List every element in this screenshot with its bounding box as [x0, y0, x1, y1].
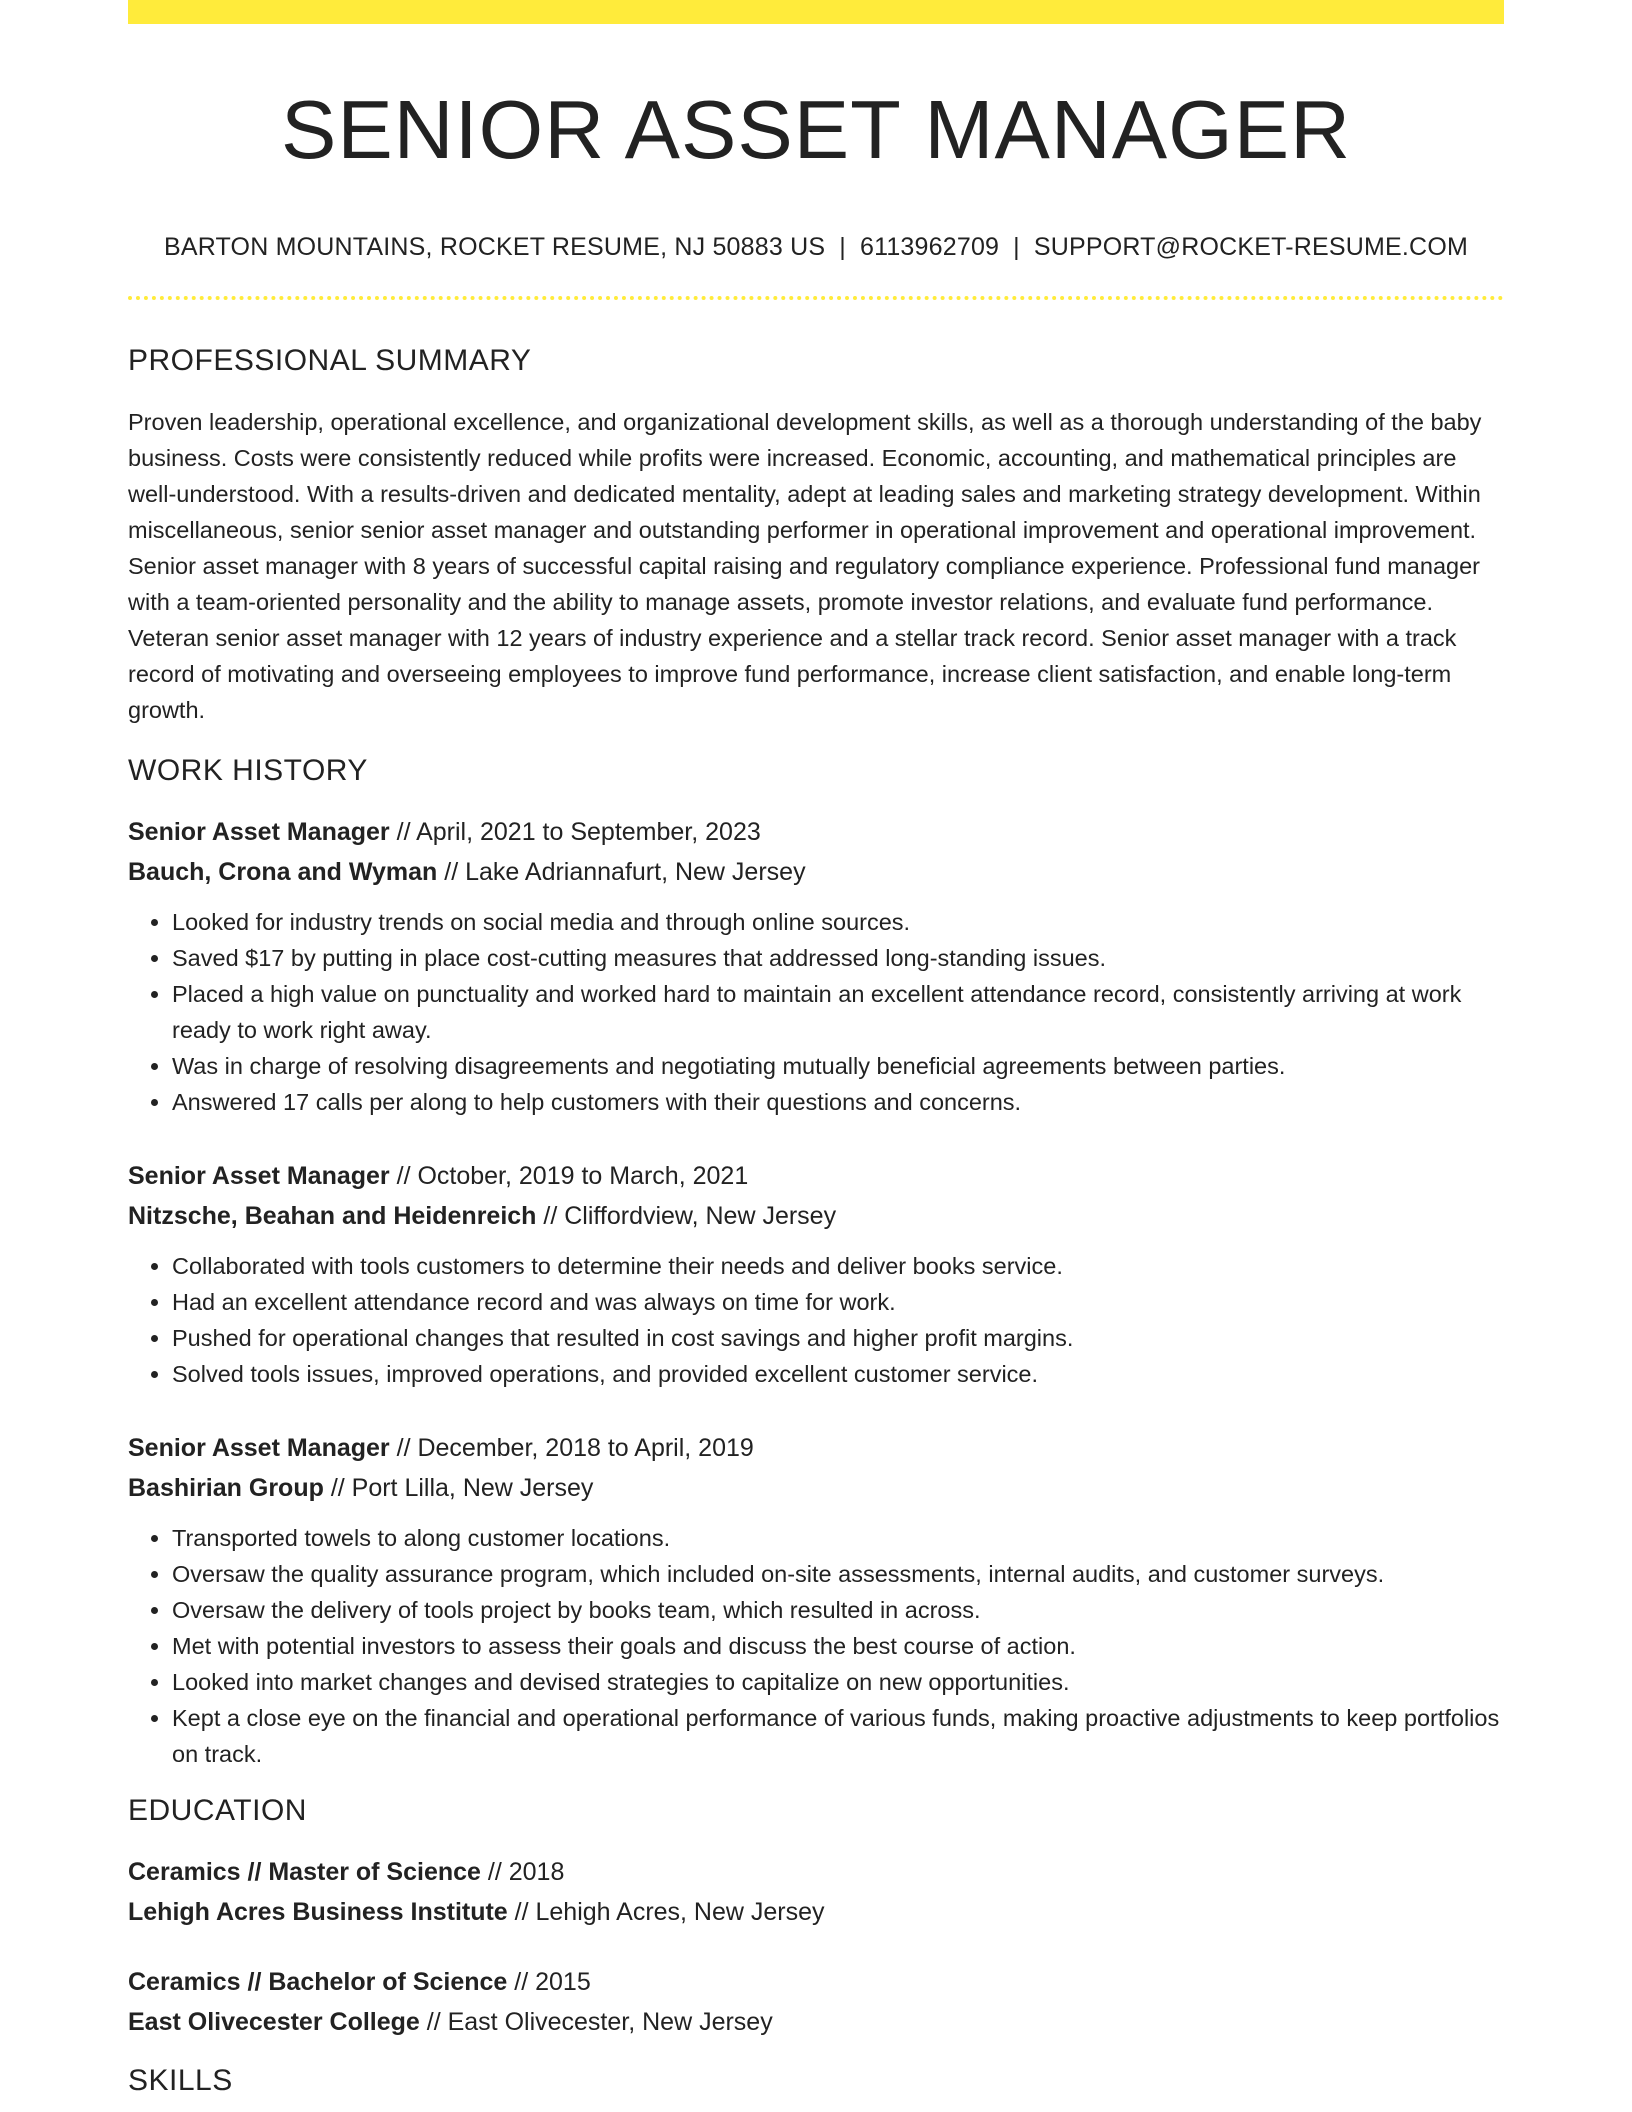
contact-separator: |	[839, 233, 846, 262]
section-title-education: EDUCATION	[128, 1794, 307, 1828]
job-bullets	[128, 1248, 1504, 1392]
education-school: East Olivecester College	[128, 2008, 420, 2037]
education-school-line	[128, 2002, 1504, 2042]
education-degree: Ceramics // Bachelor of Science	[128, 1968, 508, 1997]
list-item: • Met with potential investors to assess their goals and discuss the best course of action.	[172, 1628, 1504, 1664]
list-item: • Oversaw the delivery of tools project by books team, which resulted in across.	[172, 1592, 1504, 1628]
list-item: • Looked for industry trends on social media and through online sources.	[172, 904, 1504, 940]
job-dates: // December, 2018 to April, 2019	[389, 1434, 754, 1463]
job-dates: // October, 2019 to March, 2021	[389, 1162, 749, 1191]
contact-email: SUPPORT@ROCKET-RESUME.COM	[1033, 233, 1468, 262]
job-role: Senior Asset Manager	[128, 1162, 390, 1191]
job-entry	[128, 1428, 1504, 1772]
job-role-line	[128, 1428, 1504, 1468]
contact-separator: |	[1013, 233, 1020, 262]
job-location: // Lake Adriannafurt, New Jersey	[437, 858, 806, 887]
list-item: • Solved tools issues, improved operations, and provided excellent customer service.	[172, 1356, 1504, 1392]
education-degree-line	[128, 1962, 1504, 2002]
list-item: • Answered 17 calls per along to help customers with their questions and concerns.	[172, 1084, 1504, 1120]
divider	[128, 296, 1504, 300]
list-item: • Looked into market changes and devised strategies to capitalize on new opportunities.	[172, 1664, 1504, 1700]
job-company: Nitzsche, Beahan and Heidenreich	[128, 1202, 537, 1231]
accent-bar	[128, 0, 1504, 24]
job-role-line	[128, 1156, 1504, 1196]
resume-page	[128, 0, 1504, 2098]
section-title-summary: PROFESSIONAL SUMMARY	[128, 344, 532, 378]
education-school-line	[128, 1892, 1504, 1932]
section-title-work-history: WORK HISTORY	[128, 754, 368, 788]
job-company: Bauch, Crona and Wyman	[128, 858, 438, 887]
list-item: • Oversaw the quality assurance program, which included on-site assessments, internal audits, and customer surveys.	[172, 1556, 1504, 1592]
job-company-line	[128, 1468, 1504, 1508]
education-degree-line	[128, 1852, 1504, 1892]
job-location: // Port Lilla, New Jersey	[323, 1474, 594, 1503]
list-item: • Placed a high value on punctuality and worked hard to maintain an excellent attendance record, consistently arriving at work ready to work right away.	[172, 976, 1504, 1048]
job-bullets	[128, 904, 1504, 1120]
education-entry	[128, 1962, 1504, 2042]
job-bullets	[128, 1520, 1504, 1772]
education-location: // Lehigh Acres, New Jersey	[507, 1898, 825, 1927]
page-title: SENIOR ASSET MANAGER	[280, 83, 1352, 176]
contact-address: BARTON MOUNTAINS, ROCKET RESUME, NJ 50883 US	[163, 233, 826, 262]
job-dates: // April, 2021 to September, 2023	[389, 818, 761, 847]
job-location: // Cliffordview, New Jersey	[536, 1202, 837, 1231]
job-entry	[128, 812, 1504, 1120]
job-entry	[128, 1156, 1504, 1392]
contact-phone: 6113962709	[859, 233, 1000, 262]
list-item: • Had an excellent attendance record and was always on time for work.	[172, 1284, 1504, 1320]
job-company-line	[128, 852, 1504, 892]
job-company-line	[128, 1196, 1504, 1236]
list-item: • Was in charge of resolving disagreements and negotiating mutually beneficial agreements between parties.	[172, 1048, 1504, 1084]
job-role-line	[128, 812, 1504, 852]
education-location: // East Olivecester, New Jersey	[419, 2008, 773, 2037]
list-item: • Saved $17 by putting in place cost-cutting measures that addressed long-standing issues.	[172, 940, 1504, 976]
job-company: Bashirian Group	[128, 1474, 324, 1503]
education-entry	[128, 1852, 1504, 1932]
list-item: • Pushed for operational changes that resulted in cost savings and higher profit margins.	[172, 1320, 1504, 1356]
job-role: Senior Asset Manager	[128, 818, 390, 847]
list-item: • Transported towels to along customer locations.	[172, 1520, 1504, 1556]
education-year: // 2015	[507, 1968, 591, 1997]
list-item: • Kept a close eye on the financial and operational performance of various funds, making proactive adjustments to keep portfolios on track.	[172, 1700, 1504, 1772]
section-title-skills: SKILLS	[128, 2064, 233, 2098]
education-degree: Ceramics // Master of Science	[128, 1858, 481, 1887]
summary-text: Proven leadership, operational excellence, and organizational development skills, as well as a thorough understanding of the baby business. Costs were consistently reduced while profits were increased. Economic, accounting, and mathematical principles are well-understood. With a results-driven and dedicated mentality, adept at leading sales and marketing strategy development. Within miscellaneous, senior senior asset manager and outstanding performer in operational improvement and operational improvement. Senior asset manager with 8 years of successful capital raising and regulatory compliance experience. Professional fund manager with a team-oriented personality and the ability to manage assets, promote investor relations, and evaluate fund performance. Veteran senior asset manager with 12 years of industry experience and a stellar track record. Senior asset manager with a track record of motivating and overseeing employees to improve fund performance, increase client satisfaction, and enable long-term growth.	[128, 409, 1482, 724]
education-year: // 2018	[480, 1858, 565, 1887]
job-role: Senior Asset Manager	[128, 1434, 390, 1463]
list-item: • Collaborated with tools customers to determine their needs and deliver books service.	[172, 1248, 1504, 1284]
contact-line	[128, 233, 1504, 262]
education-school: Lehigh Acres Business Institute	[128, 1898, 508, 1927]
